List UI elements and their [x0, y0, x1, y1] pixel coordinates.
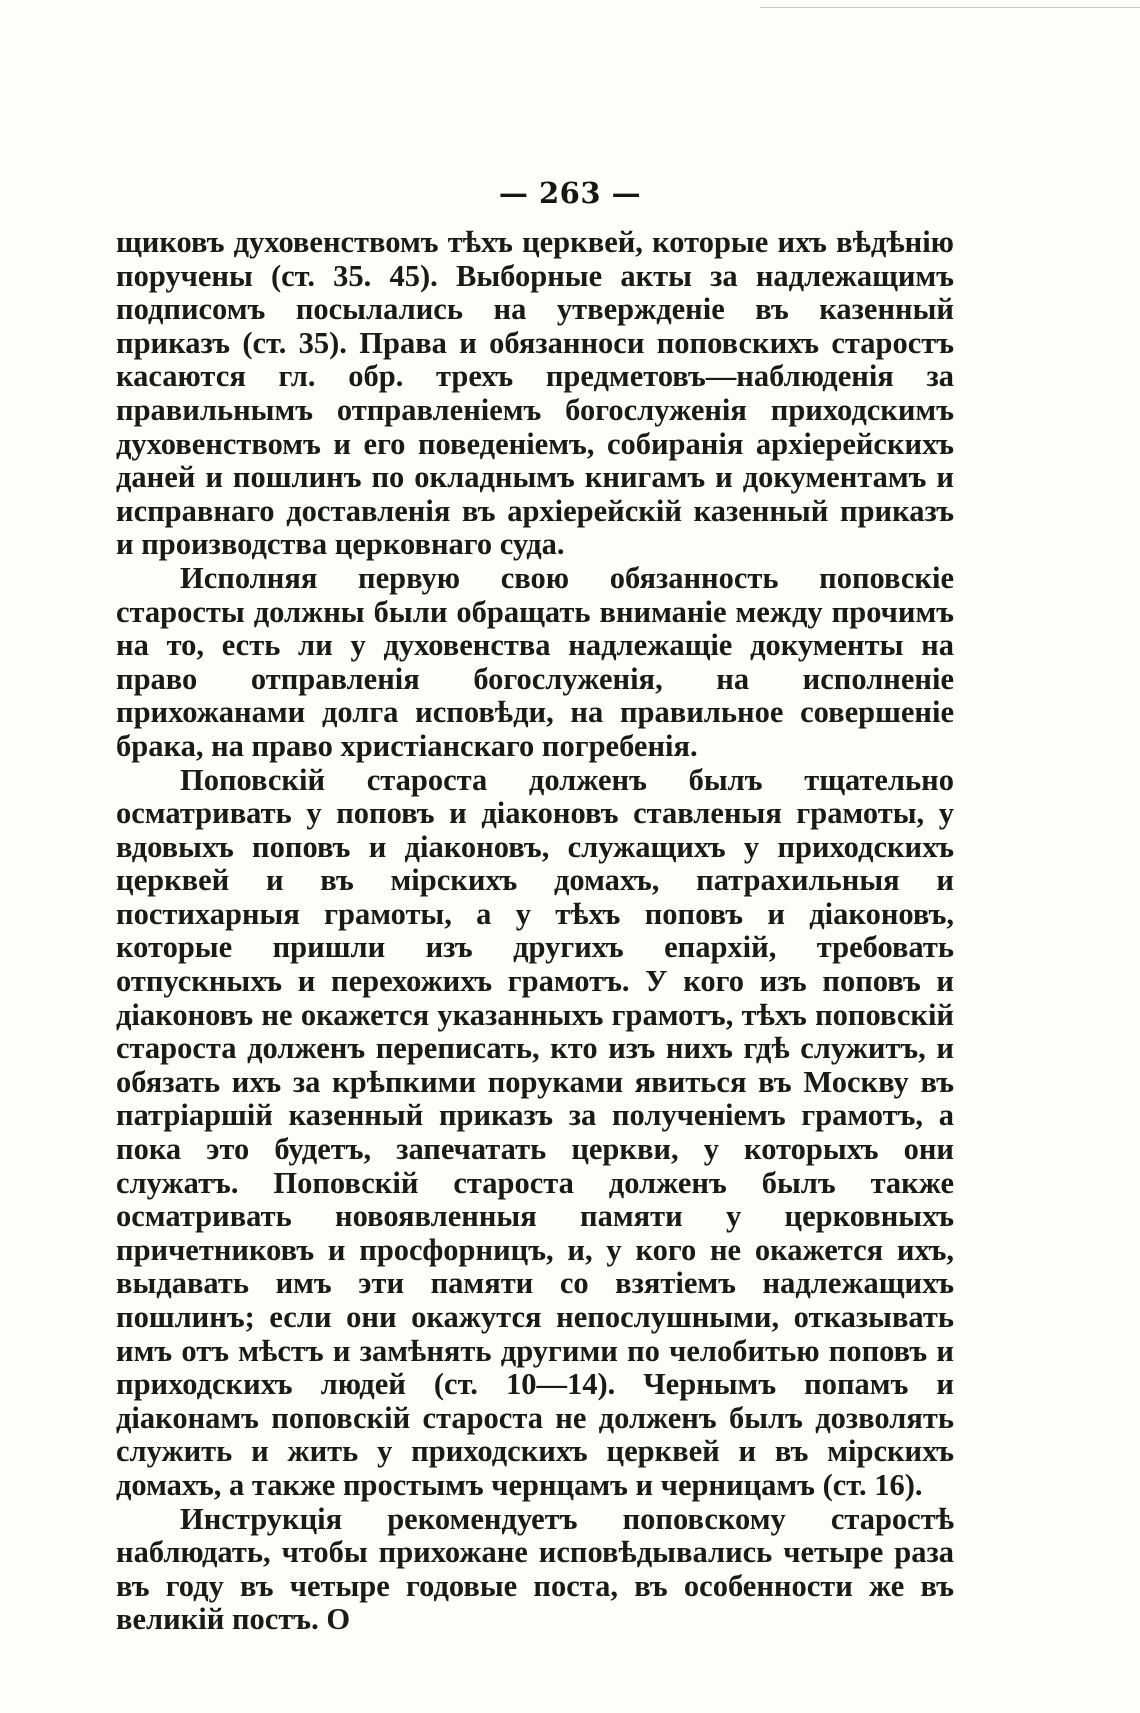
paragraph-3: Поповскій староста долженъ былъ тщательно осматривать у поповъ и діаконовъ ставленыя грамоты, у вдовыхъ поповъ и діаконовъ, служащихъ у приходскихъ церквей и въ мірскихъ домахъ, патрахильныя и постихарныя грамоты, а у тѣхъ поповъ и діаконовъ, которые пришли изъ другихъ епархій, требовать отпускныхъ и перехожихъ грамотъ. У кого изъ поповъ и діаконовъ не окажется указанныхъ грамотъ, тѣхъ поповскій староста долженъ переписать, кто изъ нихъ гдѣ служитъ, и обязать ихъ за крѣпкими поруками явиться въ Москву въ патріаршій казенный приказъ за полученіемъ грамотъ, а пока это будетъ, запечатать церкви, у которыхъ они служатъ. Поповскій староста долженъ былъ также осматривать новоявленныя памяти у церковныхъ причетниковъ и просфорницъ, и, у кого не окажется ихъ, выдавать имъ эти памяти со взятіемъ надлежащихъ пошлинъ; если они окажутся непослушными, отказывать имъ отъ мѣстъ и замѣнять другими по челобитью поповъ и приходскихъ людей (ст. 10—14). Чернымъ попамъ и діаконамъ поповскій староста не долженъ былъ дозволять служить и жить у приходскихъ церквей и въ мірскихъ домахъ, а также простымъ чернцамъ и черницамъ (ст. 16).: [116, 762, 954, 1502]
paragraph-4: Инструкція рекомендуетъ поповскому старостѣ наблюдать, чтобы прихожане исповѣдывались четыре раза въ году въ четыре годовые поста, въ особенности же въ великій постъ. О: [116, 1501, 954, 1637]
header-rule: [760, 7, 1140, 8]
paragraph-1: щиковъ духовенствомъ тѣхъ церквей, которые ихъ вѣдѣнію поручены (ст. 35. 45). Выборные акты за надлежащимъ подписомъ посылались на утвержденіе въ казенный приказъ (ст. 35). Права и обязанноси поповскихъ старостъ касаются гл. обр. трехъ предметовъ—наблюденія за правильнымъ отправленіемъ богослуженія приходскимъ духовенствомъ и его поведеніемъ, собиранія архіерейскихъ даней и пошлинъ по окладнымъ книгамъ и документамъ и исправнаго доставленія въ архіерейскій казенный приказъ и производства церковнаго суда.: [116, 225, 954, 562]
paragraph-2: Исполняя первую свою обязанность поповскіе старосты должны были обращать вниманіе между прочимъ на то, есть ли у духовенства надлежащіе документы на право отправленія богослуженія, на исполненіе прихожанами долга исповѣди, на правильное совершеніе брака, на право христіанскаго погребенія.: [116, 560, 954, 763]
body-text: [116, 226, 954, 1637]
page-number: — 263 —: [498, 176, 642, 210]
